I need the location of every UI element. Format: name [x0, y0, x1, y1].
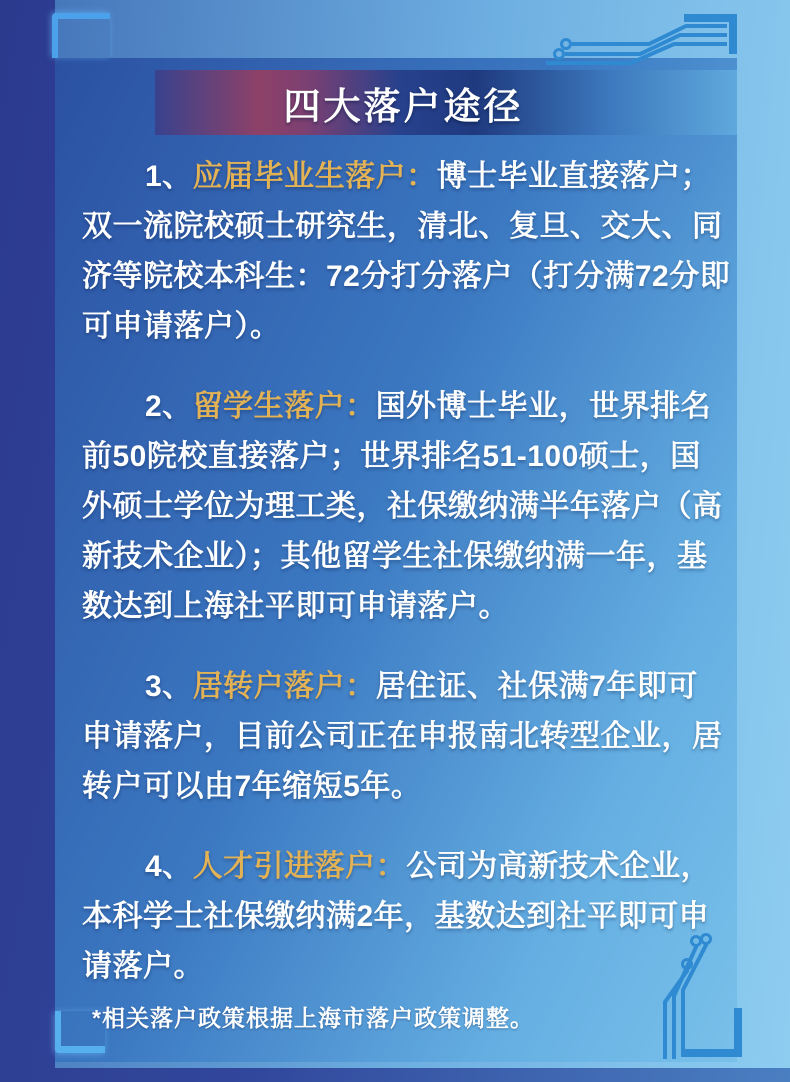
- text-line: 请落户。: [82, 950, 204, 983]
- content-panel: [55, 58, 737, 1062]
- item-heading: 留学生落户：: [192, 390, 376, 423]
- item-heading: 居转户落户：: [192, 670, 376, 703]
- item-text: 国外博士毕业，世界排名: [375, 390, 712, 423]
- text-line: 转户可以由7年缩短5年。: [82, 770, 422, 803]
- item-number: 1、: [145, 160, 193, 193]
- policy-item-4: [82, 842, 734, 992]
- item-heading: 应届毕业生落户：: [192, 160, 437, 193]
- text-line: 前50院校直接落户；世界排名51-100硕士，国: [82, 440, 701, 473]
- item-number: 3、: [145, 670, 193, 703]
- title-banner: [155, 70, 737, 135]
- text-line: 外硕士学位为理工类，社保缴纳满半年落户（高: [82, 490, 723, 523]
- text-line: [82, 382, 734, 432]
- text-line: 本科学士社保缴纳满2年，基数达到社平即可申: [82, 900, 710, 933]
- footnote: *相关落户政策根据上海市落户政策调整。: [92, 1005, 534, 1031]
- item-number: 2、: [145, 390, 193, 423]
- circuit-pattern-top-right-icon: [543, 8, 743, 70]
- text-line: 济等院校本科生：72分打分落户（打分满72分即: [82, 260, 731, 293]
- policy-item-2: [82, 382, 734, 632]
- policy-item-1: [82, 152, 734, 352]
- text-line: 双一流院校硕士研究生，清北、复旦、交大、同: [82, 210, 723, 243]
- item-text: 居住证、社保满7年即可: [375, 670, 698, 703]
- corner-bracket-bottom-left-icon: [55, 1011, 105, 1053]
- item-text: 博士毕业直接落户；: [436, 160, 712, 193]
- text-line: 新技术企业）；其他留学生社保缴纳满一年，基: [82, 540, 708, 573]
- item-number: 4、: [145, 850, 193, 883]
- policy-text-block: [82, 152, 734, 1022]
- text-line: [82, 662, 734, 712]
- text-line: 申请落户，目前公司正在申报南北转型企业，居: [82, 720, 723, 753]
- item-heading: 人才引进落户：: [192, 850, 407, 883]
- text-line: [82, 842, 734, 892]
- item-text: 公司为高新技术企业，: [406, 850, 712, 883]
- text-line: 可申请落户）。: [82, 310, 281, 343]
- text-line: [82, 152, 734, 202]
- circuit-pattern-bottom-right-icon: [643, 928, 743, 1060]
- policy-item-3: [82, 662, 734, 812]
- corner-bracket-top-left-icon: [52, 13, 110, 58]
- page-title: 四大落户途径: [283, 85, 524, 127]
- text-line: 数达到上海社平即可申请落户。: [82, 590, 509, 623]
